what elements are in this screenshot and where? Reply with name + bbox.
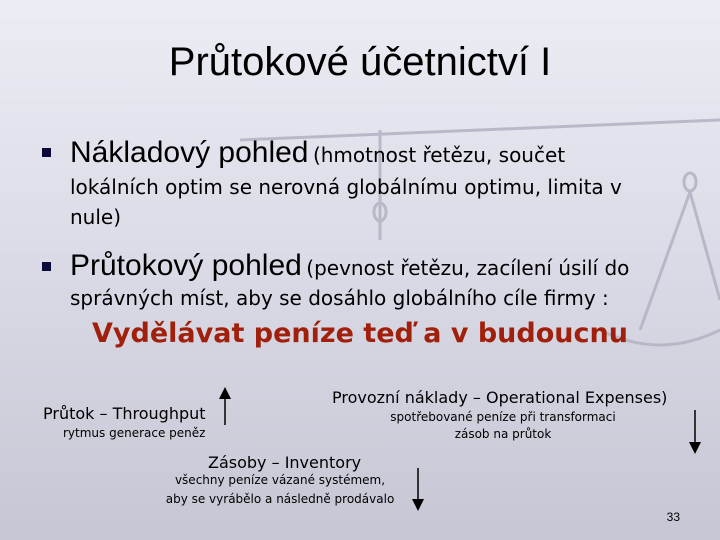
slide-title: Průtokové účetnictví I: [168, 40, 552, 84]
throughput-label: Průtok – Throughput: [43, 404, 206, 423]
inventory-label: Zásoby – Inventory: [208, 453, 362, 472]
opex-desc-line: zásob na průtok: [454, 427, 552, 441]
bullet-cont-line: lokálních optim se nerovná globálnímu optimu, limita v: [70, 175, 622, 199]
page-number: 33: [666, 510, 680, 524]
bullet-cont-line: nule): [70, 205, 122, 229]
opex-label: Provozní náklady – Operational Expenses): [332, 388, 668, 407]
bullet-head: Průtokový pohled: [70, 249, 302, 282]
bullet-sub: (hmotnost řetězu, součet: [312, 143, 566, 167]
bullet-sub: (pevnost řetězu, zacílení úsilí do: [306, 256, 630, 280]
throughput-desc: rytmus generace peněz: [63, 426, 206, 440]
bullet-head: Nákladový pohled: [70, 136, 309, 169]
inventory-desc-line: aby se vyrábělo a následně prodávalo: [165, 492, 395, 506]
opex-desc-line: spotřebované peníze při transformaci: [390, 410, 616, 424]
highlight-goal: Vydělávat peníze teď a v budoucnu: [92, 318, 628, 349]
bullet-cont-line: správných míst, aby se dosáhlo globálního cíle firmy :: [70, 286, 609, 310]
inventory-desc-line: všechny peníze vázané systémem,: [174, 473, 386, 487]
